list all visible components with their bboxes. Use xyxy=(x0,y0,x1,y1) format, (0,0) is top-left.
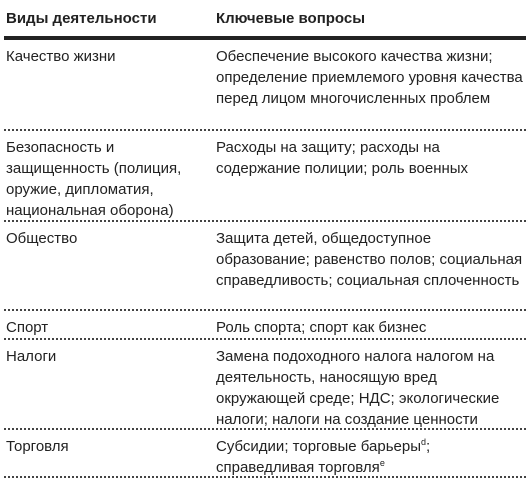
table-row xyxy=(4,40,526,131)
issues-cell: Расходы на защиту; расходы на содержание полиции; роль военных xyxy=(216,139,469,177)
issues-cell xyxy=(216,430,526,476)
activities-table xyxy=(4,4,526,478)
issues-cell: Защита детей, общедоступное образование; равенство полов; социальная справедливость; социальная сплоченность xyxy=(216,230,523,289)
issues-text-part: ; справедливая торговля xyxy=(216,438,431,476)
issues-cell: Замена подоходного налога налогом на деятельность, наносящую вред окружающей среде; НДС; экологические налоги; налоги на создание ценности xyxy=(216,348,500,428)
activity-cell: Безопасность и защищенность (полиция, оружие, дипломатия, национальная оборона) xyxy=(6,139,182,219)
activity-cell: Налоги xyxy=(6,348,57,365)
table-row xyxy=(4,311,526,340)
issues-cell: Обеспечение высокого качества жизни; определение приемлемого уровня качества перед лицом многочисленных проблем xyxy=(216,48,523,107)
activity-cell: Общество xyxy=(6,230,78,247)
table-row xyxy=(4,222,526,311)
table-row xyxy=(4,131,526,222)
footnote-marker-e: e xyxy=(379,458,385,468)
table-row xyxy=(4,340,526,430)
activity-cell: Качество жизни xyxy=(6,48,116,65)
header-activity: Виды деятельности xyxy=(6,10,157,27)
activity-cell: Спорт xyxy=(6,319,49,336)
table-header xyxy=(4,4,526,40)
issues-cell: Роль спорта; спорт как бизнес xyxy=(216,319,427,336)
header-issues: Ключевые вопросы xyxy=(216,10,366,27)
issues-text-part: Субсидии; торговые барьеры xyxy=(216,438,421,455)
footnote-marker-d: d xyxy=(421,437,427,447)
table-row xyxy=(4,430,526,478)
activity-cell: Торговля xyxy=(6,438,69,455)
